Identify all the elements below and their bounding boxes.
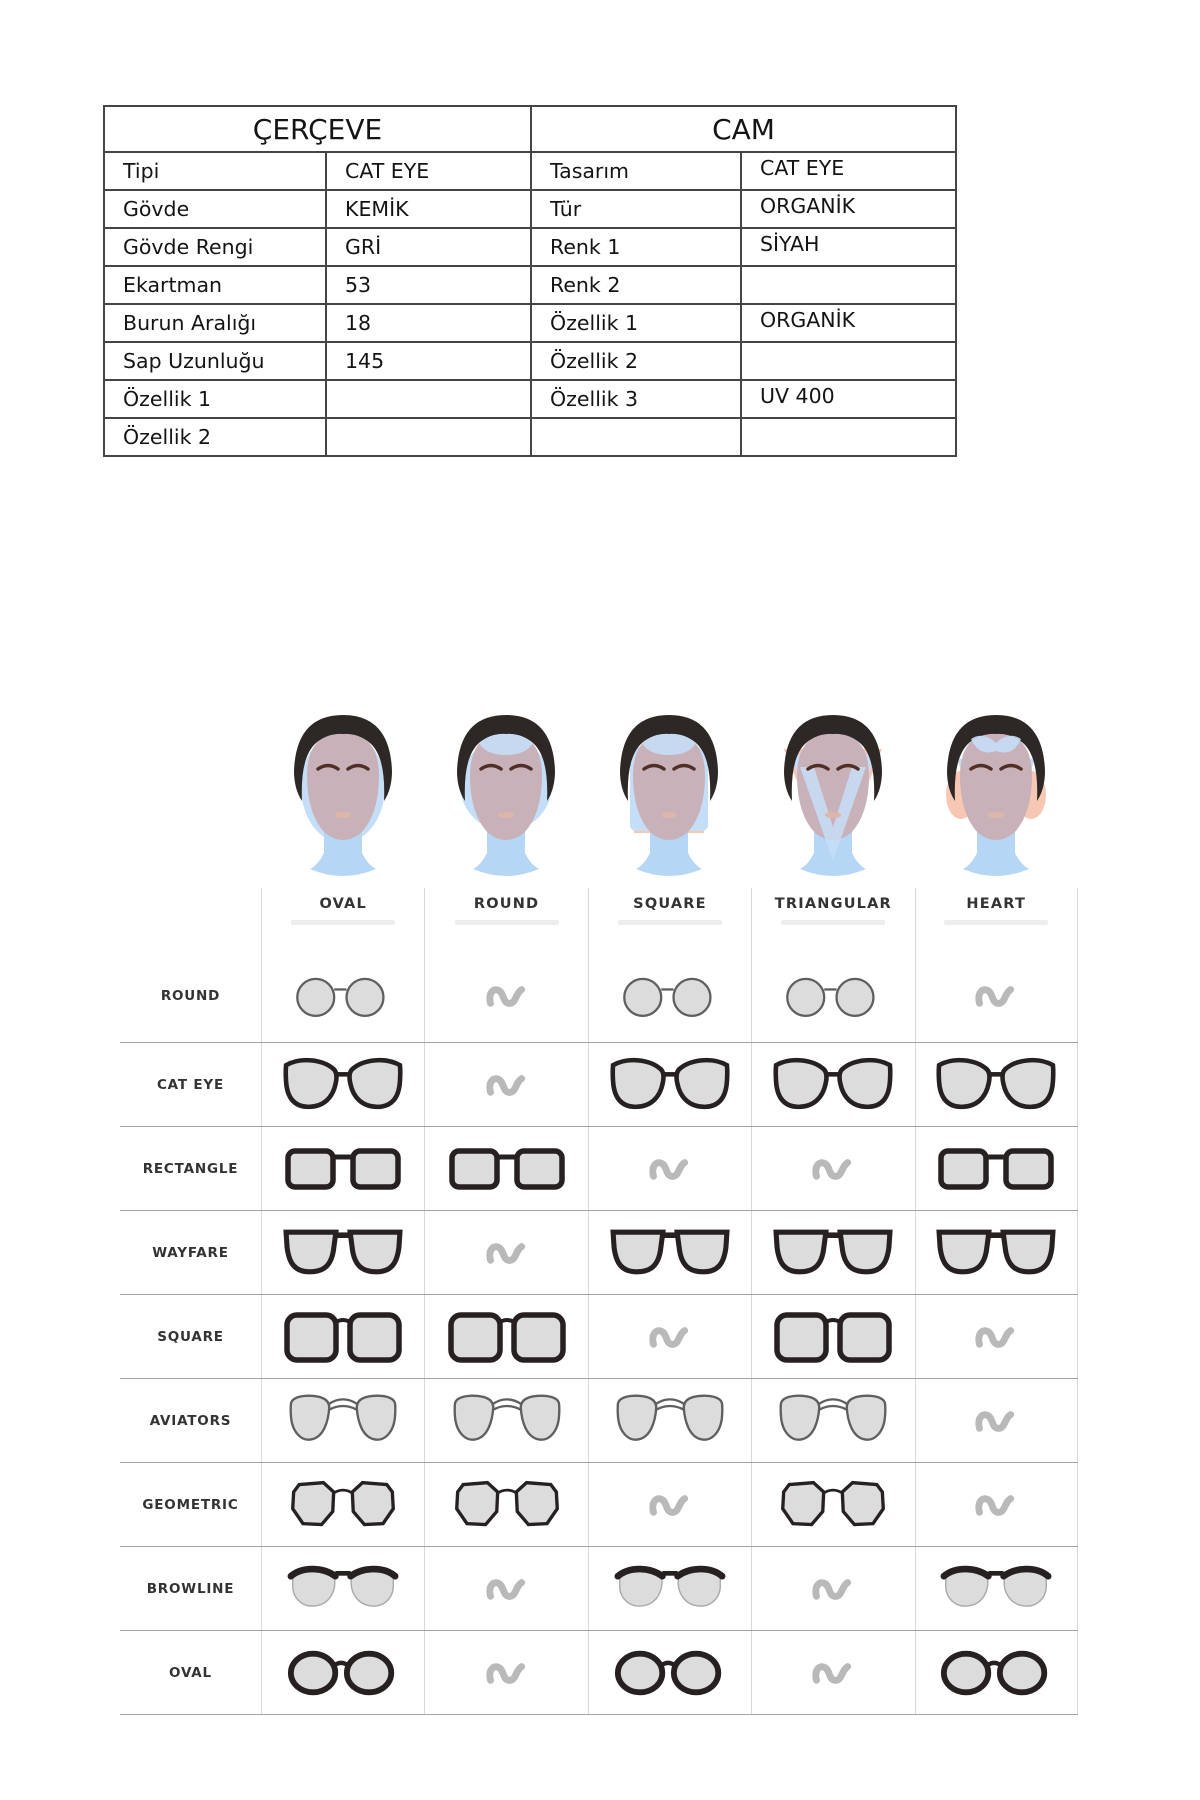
aviator-glasses-icon (611, 1392, 729, 1449)
spec-lens-value: SİYAH (742, 229, 957, 267)
glasses-style-label: BROWLINE (146, 1580, 235, 1597)
compatibility-cell (424, 1127, 587, 1210)
spec-frame-value (327, 381, 532, 419)
compatibility-cell (588, 1295, 751, 1378)
glasses-style-row (120, 1294, 1078, 1378)
compatibility-cell (588, 1379, 751, 1462)
not-suitable-squiggle-icon (485, 1658, 529, 1688)
spec-lens-label: Renk 2 (532, 267, 742, 305)
fine-print-placeholder (455, 920, 559, 925)
not-suitable-squiggle-icon (485, 1070, 529, 1100)
spec-frame-value: 145 (327, 343, 532, 381)
spec-lens-value: UV 400 (742, 381, 957, 419)
glasses-style-label-cell (120, 1211, 261, 1294)
spec-frame-value: 18 (327, 305, 532, 343)
square-glasses-icon (283, 1308, 403, 1366)
glasses-style-label-cell (120, 1043, 261, 1126)
compatibility-cell (261, 1211, 424, 1294)
compatibility-cell (915, 1631, 1078, 1714)
compatibility-cell (588, 1547, 751, 1630)
glasses-style-row (120, 1210, 1078, 1294)
spec-frame-value: CAT EYE (327, 153, 532, 191)
face-shape-label: ROUND (473, 896, 540, 912)
lens-section-header: CAM (532, 107, 957, 153)
row-label-spacer (120, 888, 261, 950)
spec-lens-value (742, 343, 957, 381)
frame-section-header: ÇERÇEVE (105, 107, 532, 153)
not-suitable-squiggle-icon (811, 1574, 855, 1604)
compatibility-cell (261, 1631, 424, 1714)
spec-lens-value: CAT EYE (742, 153, 957, 191)
compatibility-cell (751, 1295, 914, 1378)
oval-glasses-icon (938, 1645, 1054, 1701)
glasses-style-label-cell (120, 1463, 261, 1546)
spec-frame-label: Ekartman (105, 267, 327, 305)
glasses-style-label-cell (120, 1631, 261, 1714)
rectangle-glasses-icon (936, 1140, 1056, 1198)
fine-print-placeholder (944, 920, 1048, 925)
face-shape-column-header (915, 888, 1078, 950)
spec-lens-value: ORGANİK (742, 191, 957, 229)
glasses-style-label: WAYFARE (152, 1244, 229, 1261)
glasses-style-label: OVAL (169, 1664, 212, 1681)
compatibility-cell (261, 1295, 424, 1378)
spec-frame-label: Özellik 1 (105, 381, 327, 419)
not-suitable-squiggle-icon (974, 1406, 1018, 1436)
face-shape-label: SQUARE (633, 896, 707, 912)
wayfare-glasses-icon (609, 1223, 731, 1282)
not-suitable-squiggle-icon (485, 981, 529, 1011)
fine-print-placeholder (618, 920, 722, 925)
compatibility-cell (261, 1463, 424, 1546)
glasses-style-label: GEOMETRIC (142, 1496, 239, 1513)
face-shape-chart (120, 703, 1078, 1715)
glasses-style-label: ROUND (160, 988, 221, 1004)
rectangle-glasses-icon (447, 1140, 567, 1198)
browline-glasses-icon (282, 1561, 404, 1616)
oval-glasses-icon (612, 1645, 728, 1701)
face-shape-label: TRIANGULAR (774, 896, 892, 912)
oval-glasses-icon (285, 1645, 401, 1701)
round-glasses-icon (780, 971, 886, 1022)
oval-face-illustration (261, 703, 424, 888)
not-suitable-squiggle-icon (974, 1490, 1018, 1520)
not-suitable-squiggle-icon (648, 1490, 692, 1520)
not-suitable-squiggle-icon (811, 1154, 855, 1184)
geometric-glasses-icon (287, 1478, 399, 1532)
square-glasses-icon (447, 1308, 567, 1366)
rectangle-glasses-icon (283, 1140, 403, 1198)
compatibility-cell (751, 950, 914, 1042)
wayfare-glasses-icon (935, 1223, 1057, 1282)
compatibility-cell (751, 1463, 914, 1546)
compatibility-cell (424, 1631, 587, 1714)
not-suitable-squiggle-icon (648, 1154, 692, 1184)
compatibility-cell (424, 1463, 587, 1546)
face-labels-row (120, 888, 1078, 950)
spec-lens-label: Özellik 1 (532, 305, 742, 343)
aviator-glasses-icon (448, 1392, 566, 1449)
spec-lens-label: Renk 1 (532, 229, 742, 267)
glasses-style-label: AVIATORS (149, 1412, 232, 1429)
spec-lens-label: Tür (532, 191, 742, 229)
face-shape-column-header (424, 888, 587, 950)
compatibility-cell (424, 950, 587, 1042)
compatibility-cell (261, 1127, 424, 1210)
face-shape-column-header (751, 888, 914, 950)
cateye-glasses-icon (609, 1055, 731, 1114)
glasses-style-row (120, 1630, 1078, 1715)
not-suitable-squiggle-icon (811, 1658, 855, 1688)
face-shape-label: OVAL (319, 896, 367, 912)
face-shape-column-header (261, 888, 424, 950)
glasses-style-row (120, 950, 1078, 1042)
spec-frame-label: Burun Aralığı (105, 305, 327, 343)
aviator-glasses-icon (774, 1392, 892, 1449)
compatibility-cell (915, 1295, 1078, 1378)
compatibility-cell (261, 950, 424, 1042)
fine-print-placeholder (291, 920, 395, 925)
spec-lens-label (532, 419, 742, 457)
square-face-illustration (588, 703, 751, 888)
heart-face-illustration (915, 703, 1078, 888)
glasses-style-label: CAT EYE (156, 1076, 225, 1093)
wayfare-glasses-icon (282, 1223, 404, 1282)
face-shape-column-header (588, 888, 751, 950)
compatibility-cell (424, 1379, 587, 1462)
compatibility-cell (588, 1631, 751, 1714)
not-suitable-squiggle-icon (648, 1322, 692, 1352)
compatibility-cell (751, 1631, 914, 1714)
compatibility-cell (588, 1463, 751, 1546)
spec-lens-label: Özellik 2 (532, 343, 742, 381)
glasses-style-label-cell (120, 1295, 261, 1378)
glasses-style-row (120, 1462, 1078, 1546)
spec-lens-value: ORGANİK (742, 305, 957, 343)
compatibility-cell (751, 1127, 914, 1210)
compatibility-cell (751, 1379, 914, 1462)
spec-frame-value: 53 (327, 267, 532, 305)
compatibility-cell (588, 1211, 751, 1294)
not-suitable-squiggle-icon (974, 1322, 1018, 1352)
compatibility-cell (424, 1211, 587, 1294)
compatibility-cell (751, 1211, 914, 1294)
glasses-style-row (120, 1546, 1078, 1630)
face-heads-row (261, 703, 1078, 888)
compatibility-cell (915, 1043, 1078, 1126)
triangular-face-illustration (751, 703, 914, 888)
glasses-style-label-cell (120, 1547, 261, 1630)
compatibility-cell (588, 1127, 751, 1210)
not-suitable-squiggle-icon (974, 981, 1018, 1011)
compatibility-cell (261, 1379, 424, 1462)
compatibility-cell (424, 1295, 587, 1378)
glasses-style-label: RECTANGLE (142, 1160, 239, 1177)
cateye-glasses-icon (772, 1055, 894, 1114)
round-face-illustration (424, 703, 587, 888)
browline-glasses-icon (609, 1561, 731, 1616)
compatibility-cell (424, 1547, 587, 1630)
spec-frame-value: KEMİK (327, 191, 532, 229)
cateye-glasses-icon (935, 1055, 1057, 1114)
compatibility-cell (261, 1043, 424, 1126)
browline-glasses-icon (935, 1561, 1057, 1616)
cateye-glasses-icon (282, 1055, 404, 1114)
spec-table (103, 105, 957, 457)
square-glasses-icon (773, 1308, 893, 1366)
glasses-style-label-cell (120, 1127, 261, 1210)
glasses-style-row (120, 1126, 1078, 1210)
not-suitable-squiggle-icon (485, 1238, 529, 1268)
compatibility-cell (261, 1547, 424, 1630)
compatibility-cell (751, 1043, 914, 1126)
glasses-style-row (120, 1042, 1078, 1126)
not-suitable-squiggle-icon (485, 1574, 529, 1604)
compatibility-cell (588, 950, 751, 1042)
round-glasses-icon (617, 971, 723, 1022)
glasses-style-label-cell (120, 950, 261, 1042)
compatibility-cell (915, 1127, 1078, 1210)
aviator-glasses-icon (284, 1392, 402, 1449)
spec-frame-value: GRİ (327, 229, 532, 267)
face-shape-label: HEART (966, 896, 1027, 912)
compatibility-cell (751, 1547, 914, 1630)
spec-lens-value (742, 419, 957, 457)
spec-frame-label: Özellik 2 (105, 419, 327, 457)
round-glasses-icon (290, 971, 396, 1022)
spec-frame-label: Gövde Rengi (105, 229, 327, 267)
glasses-style-label: SQUARE (157, 1328, 224, 1345)
compatibility-cell (915, 950, 1078, 1042)
spec-frame-label: Tipi (105, 153, 327, 191)
spec-lens-label: Özellik 3 (532, 381, 742, 419)
compatibility-cell (588, 1043, 751, 1126)
geometric-glasses-icon (451, 1478, 563, 1532)
wayfare-glasses-icon (772, 1223, 894, 1282)
spec-frame-value (327, 419, 532, 457)
compatibility-cell (915, 1211, 1078, 1294)
geometric-glasses-icon (777, 1478, 889, 1532)
compatibility-cell (915, 1379, 1078, 1462)
spec-frame-label: Sap Uzunluğu (105, 343, 327, 381)
compatibility-cell (424, 1043, 587, 1126)
compatibility-cell (915, 1463, 1078, 1546)
compatibility-cell (915, 1547, 1078, 1630)
glasses-style-label-cell (120, 1379, 261, 1462)
spec-frame-label: Gövde (105, 191, 327, 229)
fine-print-placeholder (781, 920, 885, 925)
glasses-style-row (120, 1378, 1078, 1462)
spec-lens-label: Tasarım (532, 153, 742, 191)
spec-lens-value (742, 267, 957, 305)
compatibility-grid (120, 950, 1078, 1715)
